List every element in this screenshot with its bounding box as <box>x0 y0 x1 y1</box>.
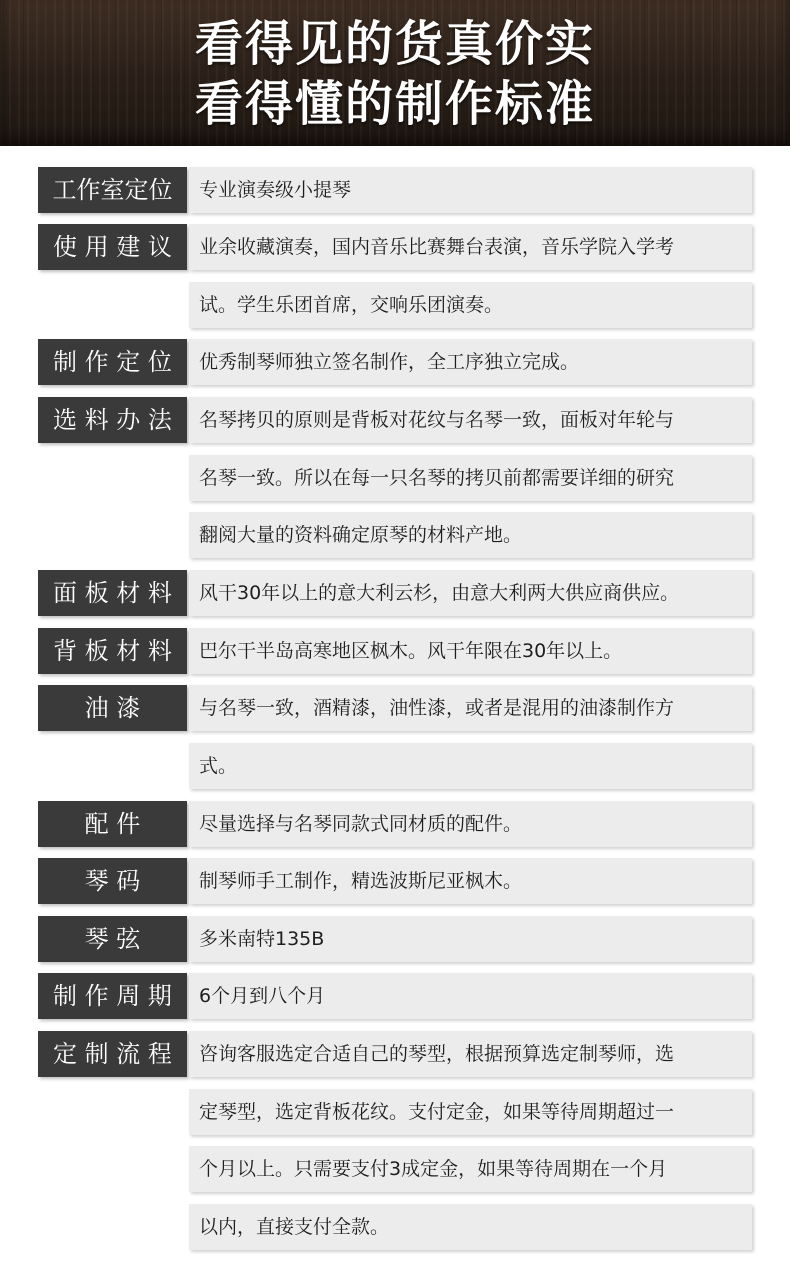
spec-label-material-selection: 选 料 办 法 <box>38 397 187 443</box>
spec-label-top-material: 面 板 材 料 <box>38 570 187 616</box>
header-title-line2: 看得懂的制作标准 <box>194 76 595 132</box>
spec-value-cycle: 6个月到八个月 <box>189 973 752 1019</box>
spec-value-production-position: 优秀制琴师独立签名制作，全工序独立完成。 <box>189 339 752 385</box>
spec-label-production-position: 制 作 定 位 <box>38 339 187 385</box>
spec-value-process-line3: 个月以上。只需要支付3成定金，如果等待周期在一个月 <box>189 1146 752 1192</box>
header-title-line1: 看得见的货真价实 <box>194 16 595 72</box>
spec-value-material-selection-line3: 翻阅大量的资料确定原琴的材料产地。 <box>189 512 752 558</box>
spec-label-fittings: 配 件 <box>38 801 187 847</box>
spec-label-bridge: 琴 码 <box>38 858 187 904</box>
spec-label-strings: 琴 弦 <box>38 916 187 962</box>
spec-label-usage: 使 用 建 议 <box>38 224 187 270</box>
spec-value-studio-position: 专业演奏级小提琴 <box>189 167 752 213</box>
spec-value-material-selection-line2: 名琴一致。所以在每一只名琴的拷贝前都需要详细的研究 <box>189 455 752 501</box>
spec-value-fittings: 尽量选择与名琴同款式同材质的配件。 <box>189 801 752 847</box>
spec-label-cycle: 制 作 周 期 <box>38 973 187 1019</box>
spec-value-back-material: 巴尔干半岛高寒地区枫木。风干年限在30年以上。 <box>189 628 752 674</box>
spec-value-top-material: 风干30年以上的意大利云杉，由意大利两大供应商供应。 <box>189 570 752 616</box>
spec-value-varnish-line1: 与名琴一致，酒精漆，油性漆，或者是混用的油漆制作方 <box>189 685 752 731</box>
spec-label-varnish: 油 漆 <box>38 685 187 731</box>
spec-label-back-material: 背 板 材 料 <box>38 628 187 674</box>
spec-label-process: 定 制 流 程 <box>38 1031 187 1077</box>
spec-value-process-line2: 定琴型，选定背板花纹。支付定金，如果等待周期超过一 <box>189 1089 752 1135</box>
spec-value-process-line4: 以内，直接支付全款。 <box>189 1204 752 1250</box>
spec-value-varnish-line2: 式。 <box>189 743 752 789</box>
spec-value-strings: 多米南特135B <box>189 916 752 962</box>
spec-value-usage-line2: 试。学生乐团首席，交响乐团演奏。 <box>189 282 752 328</box>
spec-label-studio-position: 工作室定位 <box>38 167 187 213</box>
header-banner <box>0 0 790 146</box>
spec-value-process-line1: 咨询客服选定合适自己的琴型，根据预算选定制琴师，选 <box>189 1031 752 1077</box>
spec-value-material-selection-line1: 名琴拷贝的原则是背板对花纹与名琴一致，面板对年轮与 <box>189 397 752 443</box>
spec-value-usage-line1: 业余收藏演奏，国内音乐比赛舞台表演，音乐学院入学考 <box>189 224 752 270</box>
spec-value-bridge: 制琴师手工制作，精选波斯尼亚枫木。 <box>189 858 752 904</box>
